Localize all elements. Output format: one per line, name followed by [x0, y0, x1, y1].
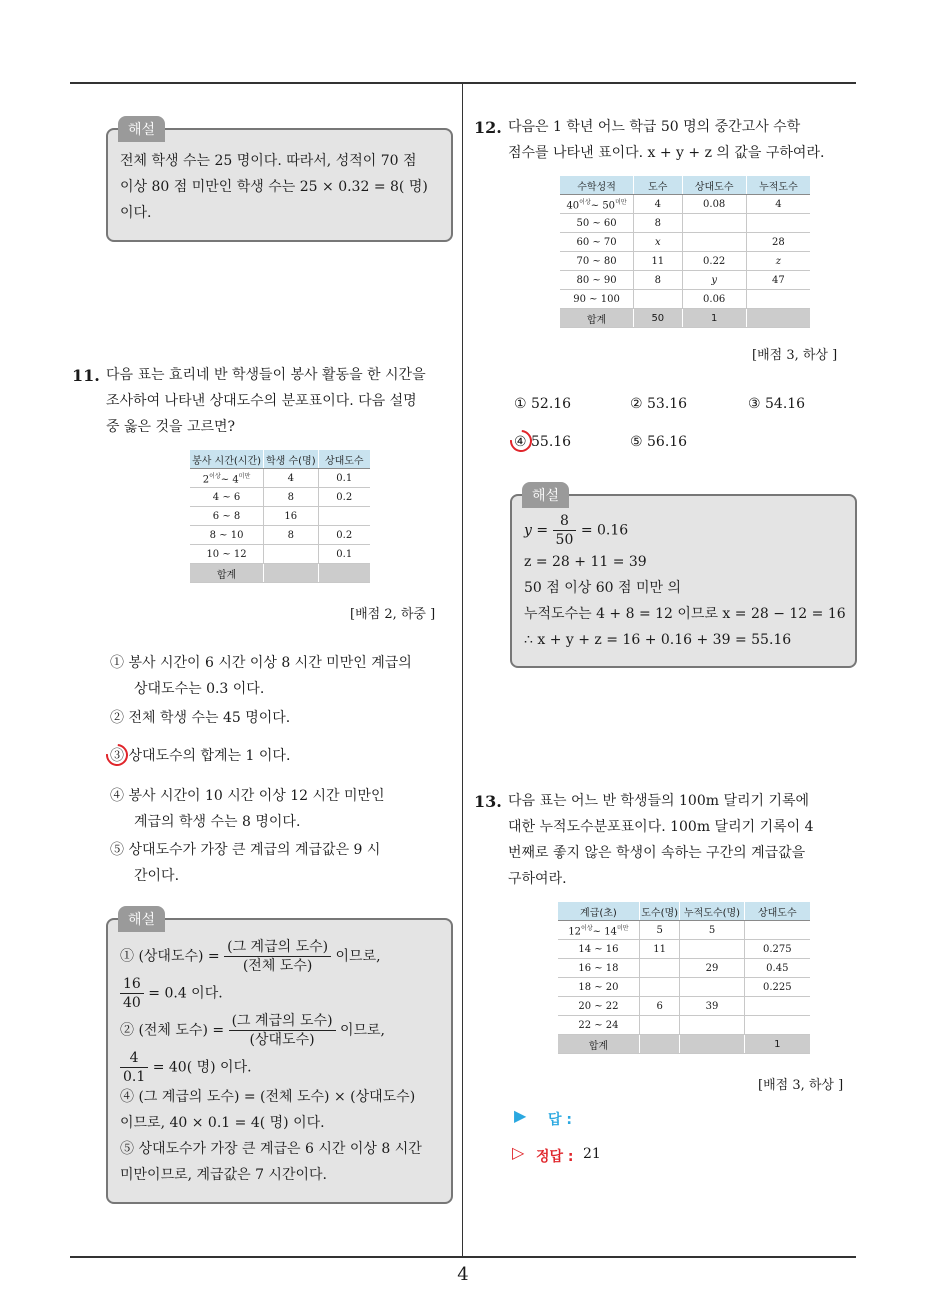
table-cell: 0.45: [744, 959, 810, 978]
solution-line: 이상 80 점 미만인 학생 수는 25 × 0.32 = 8( 명): [120, 179, 428, 195]
solution-line: ∴ x + y + z = 16 + 0.16 + 39 = 55.16: [524, 632, 792, 648]
solution-line: [120, 1012, 422, 1049]
table-cell: [639, 978, 680, 997]
denominator: 0.1: [123, 1069, 146, 1085]
score-label: [배점 2, 하중 ]: [350, 607, 436, 622]
option-line: ① 봉사 시간이 6 시간 이상 8 시간 미만인 계급의: [110, 655, 412, 671]
table-total-row: [190, 564, 370, 583]
option-line: 상대도수는 0.3 이다.: [134, 681, 265, 697]
option-line: ② 전체 학생 수는 45 명이다.: [110, 710, 291, 726]
top-rule: [70, 82, 856, 84]
table-header: 상대도수: [318, 450, 370, 469]
solution-line: 이므로, 40 × 0.1 = 4( 명) 이다.: [120, 1115, 325, 1131]
choice-1[interactable]: ① 52.16: [514, 396, 572, 412]
table-cell: 28: [746, 233, 810, 252]
table-cell: [680, 940, 744, 959]
table-cell: 10 ~ 12: [190, 545, 264, 564]
solution-line: ⑤ 상대도수가 가장 큰 계급은 6 시간 이상 8 시간: [120, 1141, 422, 1157]
answer-circle-mark: [506, 426, 537, 457]
solution-text: [120, 938, 422, 1186]
solution-fragment: = 40( 명) 이다.: [152, 1059, 252, 1076]
table-cell: [744, 1016, 810, 1035]
table-row: [560, 271, 810, 290]
option-1[interactable]: [110, 650, 412, 702]
option-3[interactable]: [110, 743, 290, 769]
frequency-table-q11: [190, 450, 370, 583]
numerator: 4: [120, 1049, 148, 1068]
question-number: 11.: [72, 366, 100, 385]
table-cell: z: [746, 252, 810, 271]
solution-line: 누적도수는 4 + 8 = 12 이므로 x = 28 − 12 = 16: [524, 606, 846, 622]
table-cell: [264, 564, 318, 583]
table-row: [558, 959, 810, 978]
table-row: [558, 1016, 810, 1035]
table-header: 상대도수: [682, 176, 746, 195]
option-line: 계급의 학생 수는 8 명이다.: [134, 814, 301, 830]
table-cell: [318, 564, 370, 583]
column-divider: [462, 83, 463, 1257]
table-cell: [682, 214, 746, 233]
table-cell: 4 ~ 6: [190, 488, 264, 507]
solution-line: [120, 975, 422, 1012]
choice-5[interactable]: ⑤ 56.16: [630, 434, 688, 450]
table-cell: 0.1: [318, 469, 370, 488]
table-row: [560, 233, 810, 252]
solution-fragment: = 0.16: [580, 522, 629, 539]
table-cell: 0.06: [682, 290, 746, 309]
table-cell: 4: [264, 469, 318, 488]
solution-fragment: 이므로,: [335, 948, 381, 965]
table-row: [558, 940, 810, 959]
table-row: [560, 252, 810, 271]
numerator: (그 계급의 도수): [229, 1012, 336, 1031]
table-header: 도수(명): [639, 902, 680, 921]
table-row: [190, 488, 370, 507]
table-cell: 0.2: [318, 526, 370, 545]
table-cell: 8: [634, 214, 682, 233]
table-header: 계급(초): [558, 902, 639, 921]
table-header: 도수: [634, 176, 682, 195]
table-cell: 6 ~ 8: [190, 507, 264, 526]
table-header: 상대도수: [744, 902, 810, 921]
question-line: 대한 누적도수분포표이다. 100m 달리기 기록이 4: [508, 819, 814, 835]
question-line: 다음은 1 학년 어느 학급 50 명의 중간고사 수학: [508, 119, 801, 135]
table-cell: [746, 290, 810, 309]
table-cell: [744, 997, 810, 1016]
solution-line: [120, 1049, 422, 1086]
table-cell: 22 ~ 24: [558, 1016, 639, 1035]
table-row: [190, 545, 370, 564]
table-cell: [680, 1016, 744, 1035]
solution-line: 50 점 이상 60 점 미만 의: [524, 580, 681, 596]
table-cell: [682, 233, 746, 252]
solution-fragment: ① (상대도수) =: [120, 948, 220, 965]
correct-answer-value: 21: [583, 1146, 601, 1162]
table-header: 누적도수(명): [680, 902, 744, 921]
question-line: 점수를 나타낸 표이다. x + y + z 의 값을 구하여라.: [508, 145, 825, 161]
choice-3[interactable]: ③ 54.16: [748, 396, 806, 412]
table-cell: 29: [680, 959, 744, 978]
option-line: ④ 봉사 시간이 10 시간 이상 12 시간 미만인: [110, 788, 385, 804]
table-cell: 47: [746, 271, 810, 290]
table-row: [558, 921, 810, 940]
table-cell: 1: [744, 1035, 810, 1054]
fraction: [224, 938, 331, 975]
solution-line: 전체 학생 수는 25 명이다. 따라서, 성적이 70 점: [120, 153, 417, 169]
table-cell: 4: [746, 195, 810, 214]
table-cell: 합계: [190, 564, 264, 583]
play-triangle-icon: ▶: [514, 1106, 527, 1125]
table-cell: [318, 507, 370, 526]
denominator: 50: [555, 532, 574, 548]
fraction: [120, 1049, 148, 1086]
table-cell: 60 ~ 70: [560, 233, 634, 252]
question-line: 조사하여 나타낸 상대도수의 분포표이다. 다음 설명: [106, 393, 417, 409]
table-row: [190, 507, 370, 526]
table-cell: 8: [264, 488, 318, 507]
solution-line: [524, 512, 846, 549]
numerator: 8: [553, 512, 577, 531]
solution-text: [524, 512, 846, 653]
table-cell: 6: [639, 997, 680, 1016]
table-cell: [634, 290, 682, 309]
table-cell: $12^{이상}\sim$ $14^{미만}$: [558, 921, 639, 940]
table-total-row: [560, 309, 810, 328]
solution-line: z = 28 + 11 = 39: [524, 554, 647, 570]
option-line: ③ 상대도수의 합계는 1 이다.: [110, 748, 291, 764]
solution-box-q11: [106, 912, 453, 1204]
option-line: ⑤ 상대도수가 가장 큰 계급의 계급값은 9 시: [110, 842, 381, 858]
table-cell: 8 ~ 10: [190, 526, 264, 545]
solution-tag: 해설: [118, 116, 165, 142]
table-header: 수학성적: [560, 176, 634, 195]
score-label: [배점 3, 하상 ]: [752, 348, 838, 363]
option-4[interactable]: [110, 783, 385, 835]
table-cell: 11: [639, 940, 680, 959]
numerator: 16: [120, 975, 144, 994]
outline-triangle-icon: ▷: [512, 1143, 525, 1162]
table-cell: 16 ~ 18: [558, 959, 639, 978]
choice-2[interactable]: ② 53.16: [630, 396, 688, 412]
frequency-table-q12: [560, 176, 810, 328]
option-2[interactable]: [110, 705, 290, 731]
question-number: 12.: [474, 118, 502, 137]
table-cell: x: [634, 233, 682, 252]
table-cell: [639, 1035, 680, 1054]
fraction: [120, 975, 144, 1012]
solution-line: [120, 938, 422, 975]
table-cell: y: [682, 271, 746, 290]
solution-line: 이다.: [120, 205, 152, 221]
table-cell: [680, 978, 744, 997]
table-cell: 0.1: [318, 545, 370, 564]
solution-fragment: ② (전체 도수) =: [120, 1022, 225, 1039]
table-cell: 14 ~ 16: [558, 940, 639, 959]
table-cell: 39: [680, 997, 744, 1016]
table-cell: 16: [264, 507, 318, 526]
table-cell: $2^{이상}\sim$ $4^{미만}$: [190, 469, 264, 488]
table-cell: 50 ~ 60: [560, 214, 634, 233]
bottom-rule: [70, 1256, 856, 1258]
table-header: 학생 수(명): [264, 450, 318, 469]
table-cell: 8: [264, 526, 318, 545]
question-line: 다음 표는 어느 반 학생들의 100m 달리기 기록에: [508, 793, 810, 809]
table-row: [558, 997, 810, 1016]
solution-line: 미만이므로, 계급값은 7 시간이다.: [120, 1167, 327, 1183]
option-5[interactable]: [110, 837, 380, 889]
table-cell: 20 ~ 22: [558, 997, 639, 1016]
numerator: (그 계급의 도수): [224, 938, 331, 957]
table-header: 누적도수: [746, 176, 810, 195]
page-number: 4: [457, 1264, 469, 1285]
table-cell: [264, 545, 318, 564]
table-cell: $40^{이상}\sim$ $50^{미만}$: [560, 195, 634, 214]
table-cell: [639, 959, 680, 978]
fraction: [553, 512, 577, 549]
table-row: [558, 978, 810, 997]
table-cell: [639, 1016, 680, 1035]
frequency-table-q13: [558, 902, 810, 1054]
table-cell: 0.22: [682, 252, 746, 271]
table-cell: [746, 214, 810, 233]
question-line: 번째로 좋지 않은 학생이 속하는 구간의 계급값을: [508, 845, 806, 861]
table-row: [560, 195, 810, 214]
table-cell: 50: [634, 309, 682, 328]
question-line: 중 옳은 것을 고르면?: [106, 419, 236, 435]
choice-4[interactable]: ④ 55.16: [514, 434, 572, 450]
table-row: [560, 214, 810, 233]
table-cell: 18 ~ 20: [558, 978, 639, 997]
table-row: [190, 526, 370, 545]
table-cell: 90 ~ 100: [560, 290, 634, 309]
denominator: (전체 도수): [242, 958, 313, 974]
solution-fragment: y =: [524, 522, 549, 539]
question-line: 구하여라.: [508, 871, 567, 887]
table-cell: [680, 1035, 744, 1054]
solution-text: [120, 148, 428, 226]
table-cell: 0.225: [744, 978, 810, 997]
solution-fragment: 이므로,: [339, 1022, 386, 1039]
table-cell: 4: [634, 195, 682, 214]
table-cell: 70 ~ 80: [560, 252, 634, 271]
denominator: 40: [123, 995, 141, 1011]
question-line: 다음 표는 효리네 반 학생들이 봉사 활동을 한 시간을: [106, 367, 426, 383]
table-cell: 5: [639, 921, 680, 940]
solution-box-q10: [106, 122, 453, 242]
solution-tag: 해설: [522, 482, 569, 508]
solution-box-q12: [510, 488, 857, 668]
fraction: [229, 1012, 336, 1049]
question-text: [508, 114, 824, 166]
table-cell: 8: [634, 271, 682, 290]
table-cell: 0.2: [318, 488, 370, 507]
question-text: [508, 788, 814, 892]
table-cell: 합계: [558, 1035, 639, 1054]
solution-tag: 해설: [118, 906, 165, 932]
table-header: 봉사 시간(시간): [190, 450, 264, 469]
table-cell: [746, 309, 810, 328]
denominator: (상대도수): [249, 1032, 315, 1048]
solution-line: ④ (그 계급의 도수) = (전체 도수) × (상대도수): [120, 1089, 416, 1105]
table-cell: 5: [680, 921, 744, 940]
answer-label: 답 :: [548, 1112, 572, 1128]
table-cell: 1: [682, 309, 746, 328]
score-label: [배점 3, 하상 ]: [758, 1078, 844, 1093]
table-cell: 80 ~ 90: [560, 271, 634, 290]
table-row: [190, 469, 370, 488]
table-cell: [744, 921, 810, 940]
question-text: [106, 362, 426, 440]
correct-answer-label: 정답 :: [536, 1149, 574, 1165]
table-cell: 합계: [560, 309, 634, 328]
table-cell: 0.275: [744, 940, 810, 959]
question-number: 13.: [474, 792, 502, 811]
table-cell: 11: [634, 252, 682, 271]
table-total-row: [558, 1035, 810, 1054]
table-row: [560, 290, 810, 309]
solution-fragment: = 0.4 이다.: [148, 985, 223, 1002]
table-cell: 0.08: [682, 195, 746, 214]
option-line: 간이다.: [134, 868, 180, 884]
